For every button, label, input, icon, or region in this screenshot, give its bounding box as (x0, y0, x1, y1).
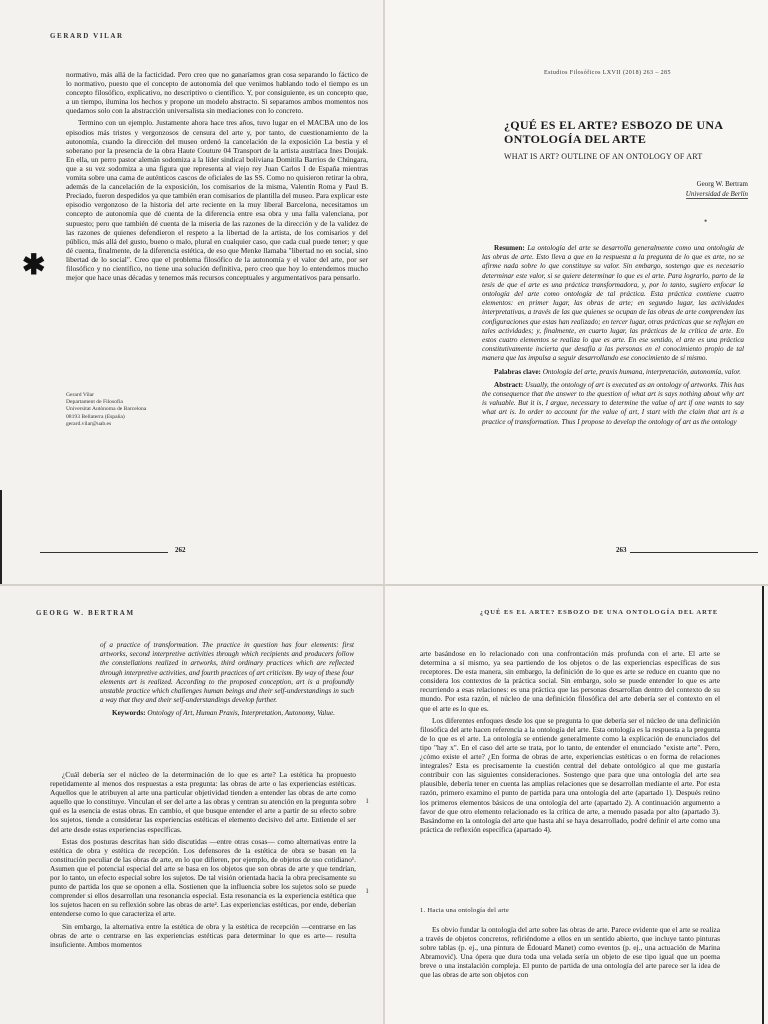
right-top-page (384, 0, 768, 585)
gutter-line (383, 0, 385, 1024)
page-rule (630, 552, 758, 553)
body-text (420, 649, 720, 837)
paragraph: Es obvio fundar la ontología del arte sobre las obras de arte. Parece evidente que el arte se realiza a través de objetos concretos, refiriéndome a ellos en un sentido abierto, que incluye tanto pinturas sobre tablas (p. ej., una pintura de Édouard Manet) como eventos (p. ej., una actuación de Marina Abramović). Una ópera que dura toda una velada sería un objeto de ese tipo igual que un poema breve o una instalación compleja. El punto de partida de una ontología del arte parece ser la idea de que las obras de arte son objetos con (420, 925, 720, 980)
author-address (66, 392, 146, 428)
left-top-page (0, 0, 384, 585)
scan-edge (0, 490, 2, 585)
address-line: Universitat Autònoma de Barcelona (66, 406, 147, 413)
journal-line: Estudios Filosóficos LXVII (2018) 263 – 285 (544, 70, 671, 76)
address-line: Gerard Vilar (66, 392, 94, 398)
paragraph: normativo, más allá de la facticidad. Pero creo que no ganaríamos gran cosa separando lo fáctico de lo normativo, puesto que el concepto de autonomía del que venimos hablando todo el tiempo es un concepto filosófico, explicativo, no descriptivo o científico. Y, por consiguiente, es un concepto que, a un tiempo, ilumina los hechos y propone un modelo abstracto. Si separamos ambos momentos nos quedamos solo con la abstracción universalista sin mediaciones con lo concreto. (66, 70, 368, 116)
resumen-block (482, 244, 744, 431)
running-head: GEORG W. BERTRAM (36, 609, 135, 617)
abstract-cont-text: of a practice of transformation. The practice in question has four elements: first artworks, second interpretive activities through which recipients and producers follow the constellations realized in artworks, third ordinary practices which are reflected through interpretive activities, and fourth practices of art criticism. By way of these four elements art is realized. According to the proposed conception, art is a profoundly unstable practice which challenges human beings and their self-understandings in such a way that they and their self-understandings develop further. (100, 641, 354, 705)
margin-mark: • (704, 216, 708, 226)
body-text (66, 70, 368, 285)
running-head: ¿QUÉ ES EL ARTE? ESBOZO DE UNA ONTOLOGÍA DEL ARTE (480, 609, 719, 616)
keywords-label: Keywords: (112, 709, 146, 718)
section-heading: 1. Hacia una ontología del arte (420, 907, 510, 914)
paragraph: Sin embargo, la alternativa entre la estética de obra y la estética de recepción —centrarse en las obras de arte o centrarse en las experiencias estéticas para determinar lo que es arte— resulta insuficiente. Ambos momentos (50, 921, 356, 949)
palabras-label: Palabras clave: (494, 367, 541, 376)
margin-mark: ı (366, 795, 369, 805)
article-title: ¿QUÉ ES EL ARTE? ESBOZO DE UNA ONTOLOGÍA DEL ARTE (504, 118, 723, 146)
page-number: 262 (175, 546, 186, 554)
resumen-label: Resumen: (494, 244, 525, 252)
paragraph: Los diferentes enfoques desde los que se pregunta lo que debería ser el núcleo de una definición filosófica del arte hacen referencia a la ontología del arte. Esta ontología es la respuesta a la pregunta de lo que es el arte. La ontología se entiende generalmente como la explicación de enunciados del tipo "hay x". En el caso del arte se trata, por lo tanto, de entender el enunciado "existe arte". Pero, ¿cómo existe el arte? ¿En forma de obras de arte, experiencias estéticas o en forma de relaciones integrales? Esta es precisamente la cuestión central del debate ontológico al que me gustaría contribuir con las siguientes consideraciones. Sostengo que para que una ontología del arte sea plausible, debería tener en cuenta las amplias relaciones que se desarrollan mediante el arte. Por esta razón, primero examino el punto de partida para una ontología del arte (apartado 1). Después reúno los primeros elementos básicos de una ontología del arte (apartado 2). A continuación argumento a favor de que otro elemento relacionado es la crítica de arte, a menudo pasada por alto (apartado 3). Basándome en la ontología del arte que hasta ahí se haya desarrollado, podré definir el arte como una práctica de reflexión específica (apartado 4). (420, 715, 720, 834)
left-bottom-page (0, 585, 384, 1024)
paragraph: ¿Cuál debería ser el núcleo de la determinación de lo que es arte? La estética ha propuesto repetidamente al menos dos respuestas a esta pregunta: las obras de arte o las experiencias estéticas. Aquellos que le atribuyen al arte una particular objetividad tienden a entender las obras de arte como aquello que lo constituye. Vinculan el ser del arte a las obras y centran su atención en la pregunta sobre qué es la esencia de estas obras. En cambio, el que busque entender el arte a partir de su efecto sobre los sujetos, tiende a considerar las experiencias estéticas el elemento decisivo del arte. Entiende el ser del arte desde estas experiencias específicas. (50, 770, 356, 834)
palabras-text: Ontología del arte, praxis humana, interpretación, autonomía, valor. (542, 367, 741, 376)
keywords-text: Ontology of Art, Human Praxis, Interpretation, Autonomy, Value. (147, 709, 335, 718)
address-line: 08193 Bellaterra (España) (66, 413, 125, 420)
address-line: gerard.vilar@uab.es (66, 420, 112, 427)
scan-edge (762, 585, 764, 1024)
author-affiliation: Universidad de Berlín (685, 190, 748, 198)
margin-mark: ı (366, 885, 369, 895)
abstract-text: Usually, the ontology of art is executed as an ontology of artworks. This has the consequence that the answer to the question of what art is says nothing about why art is valuable. But it is, I argue, necessary to determine the value of art if one wants to say what art is. In order to account for the value of art, I start with the claim that art is a practice of transformation. Thus I propose to develop the ontology of art as the ontology (482, 380, 745, 426)
body-text (50, 770, 356, 952)
asterisk-mark: ✱ (22, 250, 46, 281)
resumen-text: La ontología del arte se desarrolla generalmente como una ontología de las obras de arte. Esto lleva a que en la respuesta a la pregunta de lo que es arte, no se afirme nada sobre lo que constituye su valor. Sin embargo, sostengo que es necesario determinar este valor, si se quiere determinar lo que es el arte. Para lograrlo, parto de la tesis de que el arte es una práctica transformadora, y, por lo tanto, sugiero enfocar la ontología del arte como ontología de tal práctica. Esta práctica contiene cuatro elementos: en primer lugar, las obras de arte; en segundo lugar, las actividades interpretativas, a través de las que quienes se ocupan de las obras de arte comprenden las configuraciones que estas han realizado; en tercer lugar, otras prácticas que se reflejan en tales actividades; y, finalmente, en cuarto lugar, las prácticas de la crítica de arte. En estos cuatro elementos se realiza lo que es arte. En ese sentido, el arte es una práctica constitutivamente incierta que desafía a las personas en el conocimiento propio de tal manera que las impulsa a seguir desarrollando ese conocimiento de sí mismo. (482, 244, 745, 363)
fold-line (0, 584, 768, 586)
abstract-label: Abstract: (494, 380, 524, 389)
paragraph: arte basándose en lo relacionado con una confrontación más profunda con el arte. El arte se determina a sí mismo, ya sea partiendo de los objetos o de las experiencias específicas de sus receptores. De esta manera, sin embargo, la definición de lo que es arte se reduce en cuanto que no considera los contextos de la práctica social. Sin embargo, solo se puede entender lo que es arte recurriendo a esas relaciones: es una práctica que las personas desarrollan dentro del contexto de su mundo. Por esta razón, el núcleo de una definición filosófica del arte debería ser el contexto en el que el arte es lo que es. (420, 649, 720, 713)
paragraph: Estas dos posturas descritas han sido discutidas —entre otras cosas— como alternativas entre la estética de obra y estética de recepción. Los defensores de la estética de obra se basan en la constitución peculiar de las obras de arte, en lo que difieren, por ejemplo, de objetos de uso cotidiano¹. Asumen que el potencial especial del arte se basa en los objetos que son obras de arte y que tendrían, por lo tanto, un efecto especial sobre los sujetos. De tal visión orientada hacia la obra precisamente su punto de partida los que se oponen a ella. Sostienen que la influencia sobre los sujetos solo se puede comprender si ellos desarrollan una resonancia especial. Esta resonancia es la experiencia estética que los sujetos hacen en su reflexión sobre las obras de arte². Las experiencias estéticas, por ende, deberían entenderse como lo que caracteriza el arte. (50, 836, 356, 919)
page-rule (40, 552, 168, 553)
section-body (420, 925, 720, 983)
right-bottom-page (384, 585, 768, 1024)
author-name: Georg W. Bertram (696, 180, 748, 188)
address-line: Departament de Filosofia (66, 399, 123, 406)
abstract-continued (100, 641, 354, 723)
running-head: GERARD VILAR (50, 32, 124, 40)
article-subtitle: WHAT IS ART? OUTLINE OF AN ONTOLOGY OF ART (504, 152, 703, 161)
paragraph: Termino con un ejemplo. Justamente ahora hace tres años, tuvo lugar en el MACBA uno de los episodios más tristes y vergonzosos de censura del arte y, por tanto, de cuestionamiento de la autonomía, cuando la dirección del museo ordenó la cancelación de la exposición La bestia y el soberano por la presencia de la obra Haute Couture 04 Transport de la artista austríaca Ines Doujak. En ella, un perro pastor alemán sodomiza a la líder sindical boliviana Domitila Barrios de Chúngara, que a su vez sodomiza a una figura que representa al viejo rey Juan Carlos I de España mientras vomita sobre una cama de auténticos cascos de oficiales de las SS. Como no quisieron retirar la obra, además de la cancelación de la exposición, los comisarios de la misma, Valentín Roma y Paul B. Preciado, fueron despedidos ya que también eran comisarios de plantilla del museo. Para explicar este episodio vergonzoso de la historia del arte reciente en la muy liberal Barcelona, necesitamos un concepto de autonomía que dé cuenta de la diferencia entre esa obra y una falla valenciana, por supuesto; pero que también dé cuenta de la miseria de las razones de la dirección y de la validez de las razones de quienes defendieron el respeto a la libertad de la artista, de los comisarios y del público, más allá del gusto, bueno o malo, plural en cualquier caso, que cada cual puede tener; y que dé cuenta, finalmente, de la diferencia estética, de eso que Menke llamaba "libertad no en social, sino libertad de lo social". Creo que el problema filosófico de la autonomía y el valor del arte, por ser filosófico y no científico, no tiene una solución definitiva, pero creo que hoy lo entendemos mucho mejor que hace unas décadas y tenemos más recursos conceptuales y argumentativos para pensarlo. (66, 118, 368, 283)
page-number: 263 (616, 546, 627, 554)
